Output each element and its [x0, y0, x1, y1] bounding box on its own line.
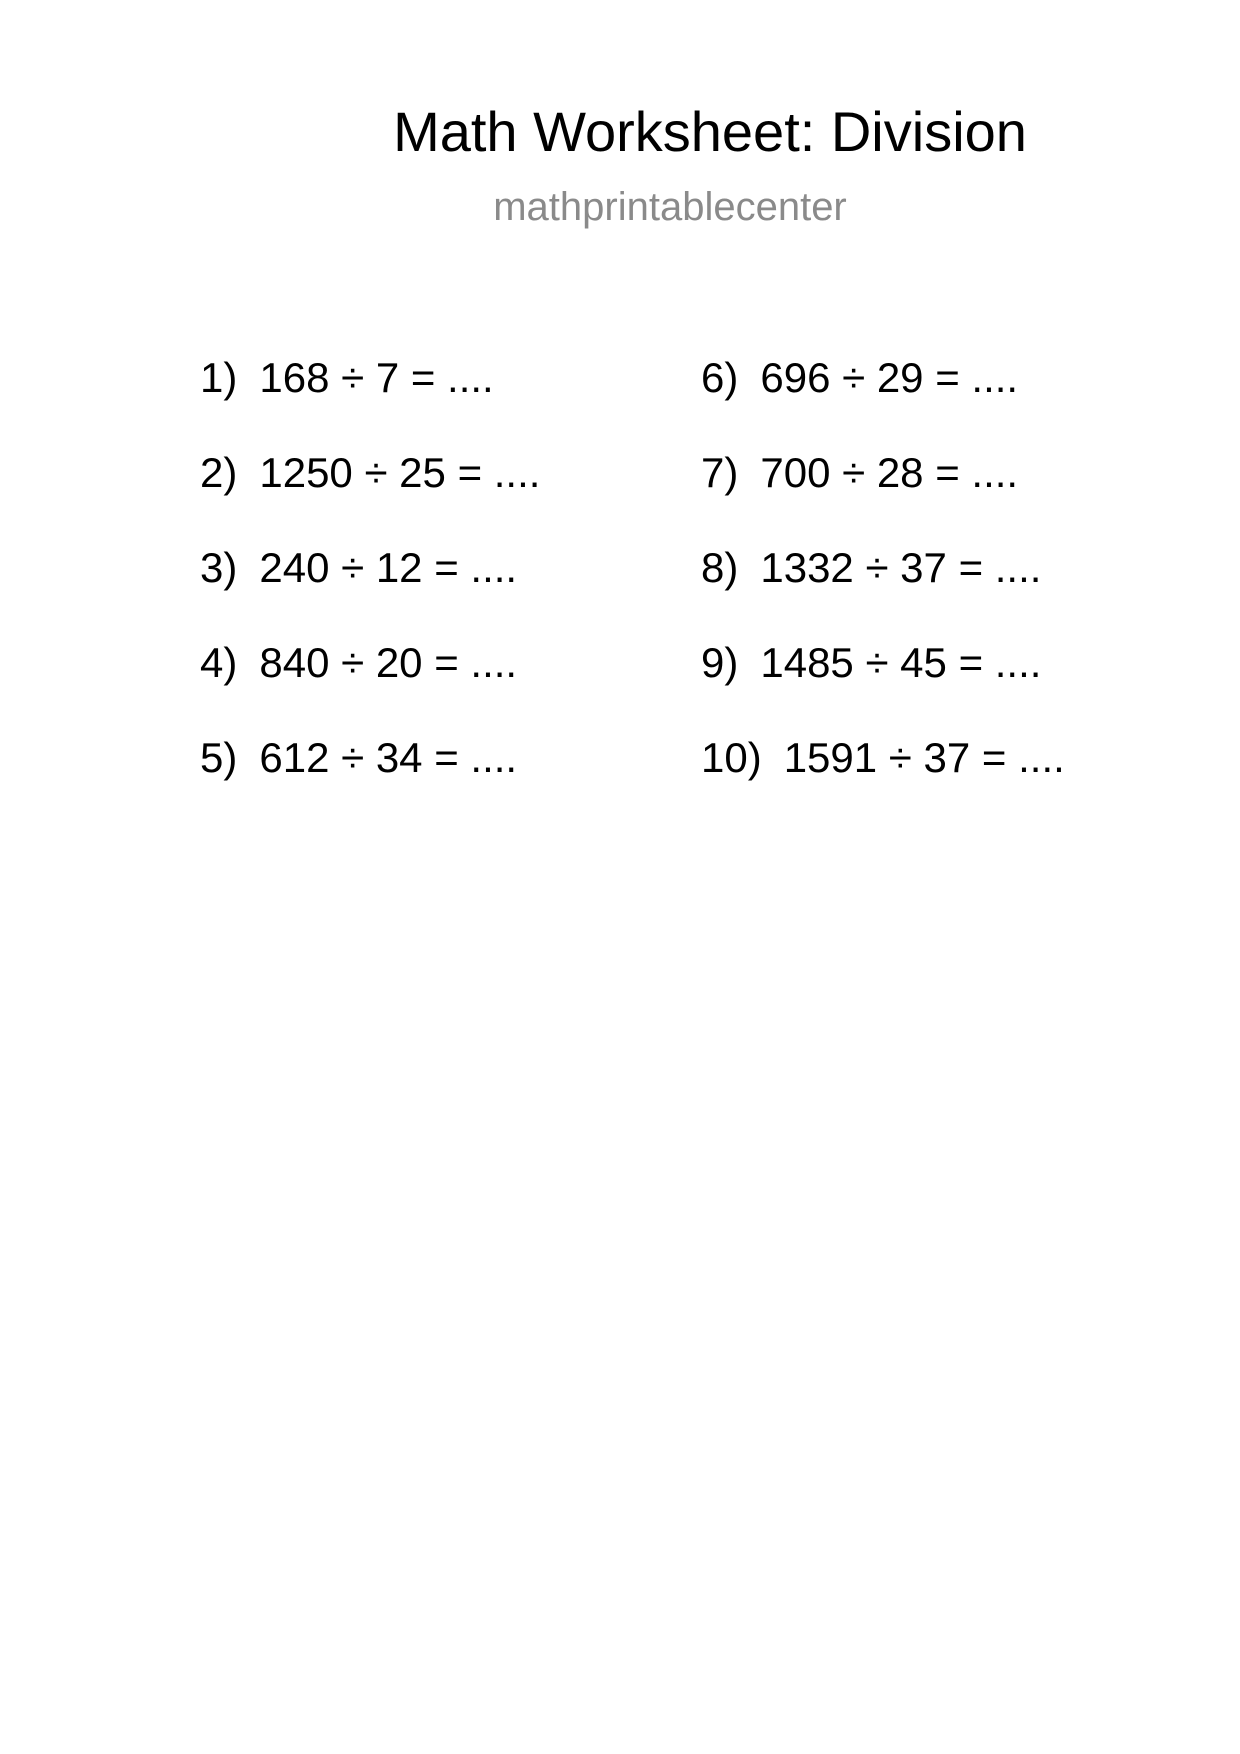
problem-expression: 696 ÷ 29 = .... — [760, 354, 1019, 401]
problem-expression: 840 ÷ 20 = .... — [259, 639, 518, 686]
problem-8 — [701, 538, 1065, 633]
problem-10 — [701, 728, 1065, 823]
problem-2 — [200, 443, 540, 538]
problem-expression: 1591 ÷ 37 = .... — [783, 734, 1065, 781]
problem-expression: 168 ÷ 7 = .... — [259, 354, 494, 401]
problem-expression: 1250 ÷ 25 = .... — [259, 449, 541, 496]
worksheet-subtitle: mathprintablecenter — [493, 185, 847, 229]
problem-number: 9) — [701, 639, 739, 686]
problem-column-right — [701, 348, 1065, 823]
problem-number: 3) — [200, 544, 238, 591]
problem-expression: 700 ÷ 28 = .... — [760, 449, 1019, 496]
problem-9 — [701, 633, 1065, 728]
problem-3 — [200, 538, 540, 633]
problem-6 — [701, 348, 1065, 443]
worksheet-title: Math Worksheet: Division — [393, 100, 1027, 163]
problem-number: 10) — [701, 734, 762, 781]
problem-expression: 612 ÷ 34 = .... — [259, 734, 518, 781]
problem-number: 1) — [200, 354, 238, 401]
problem-5 — [200, 728, 540, 823]
problem-7 — [701, 443, 1065, 538]
problem-number: 2) — [200, 449, 238, 496]
problem-number: 5) — [200, 734, 238, 781]
problem-number: 6) — [701, 354, 739, 401]
problem-4 — [200, 633, 540, 728]
problem-expression: 1332 ÷ 37 = .... — [760, 544, 1042, 591]
problem-number: 7) — [701, 449, 739, 496]
problem-column-left — [200, 348, 540, 823]
problem-number: 8) — [701, 544, 739, 591]
problem-expression: 240 ÷ 12 = .... — [259, 544, 518, 591]
problem-1 — [200, 348, 540, 443]
problem-expression: 1485 ÷ 45 = .... — [760, 639, 1042, 686]
problem-number: 4) — [200, 639, 238, 686]
